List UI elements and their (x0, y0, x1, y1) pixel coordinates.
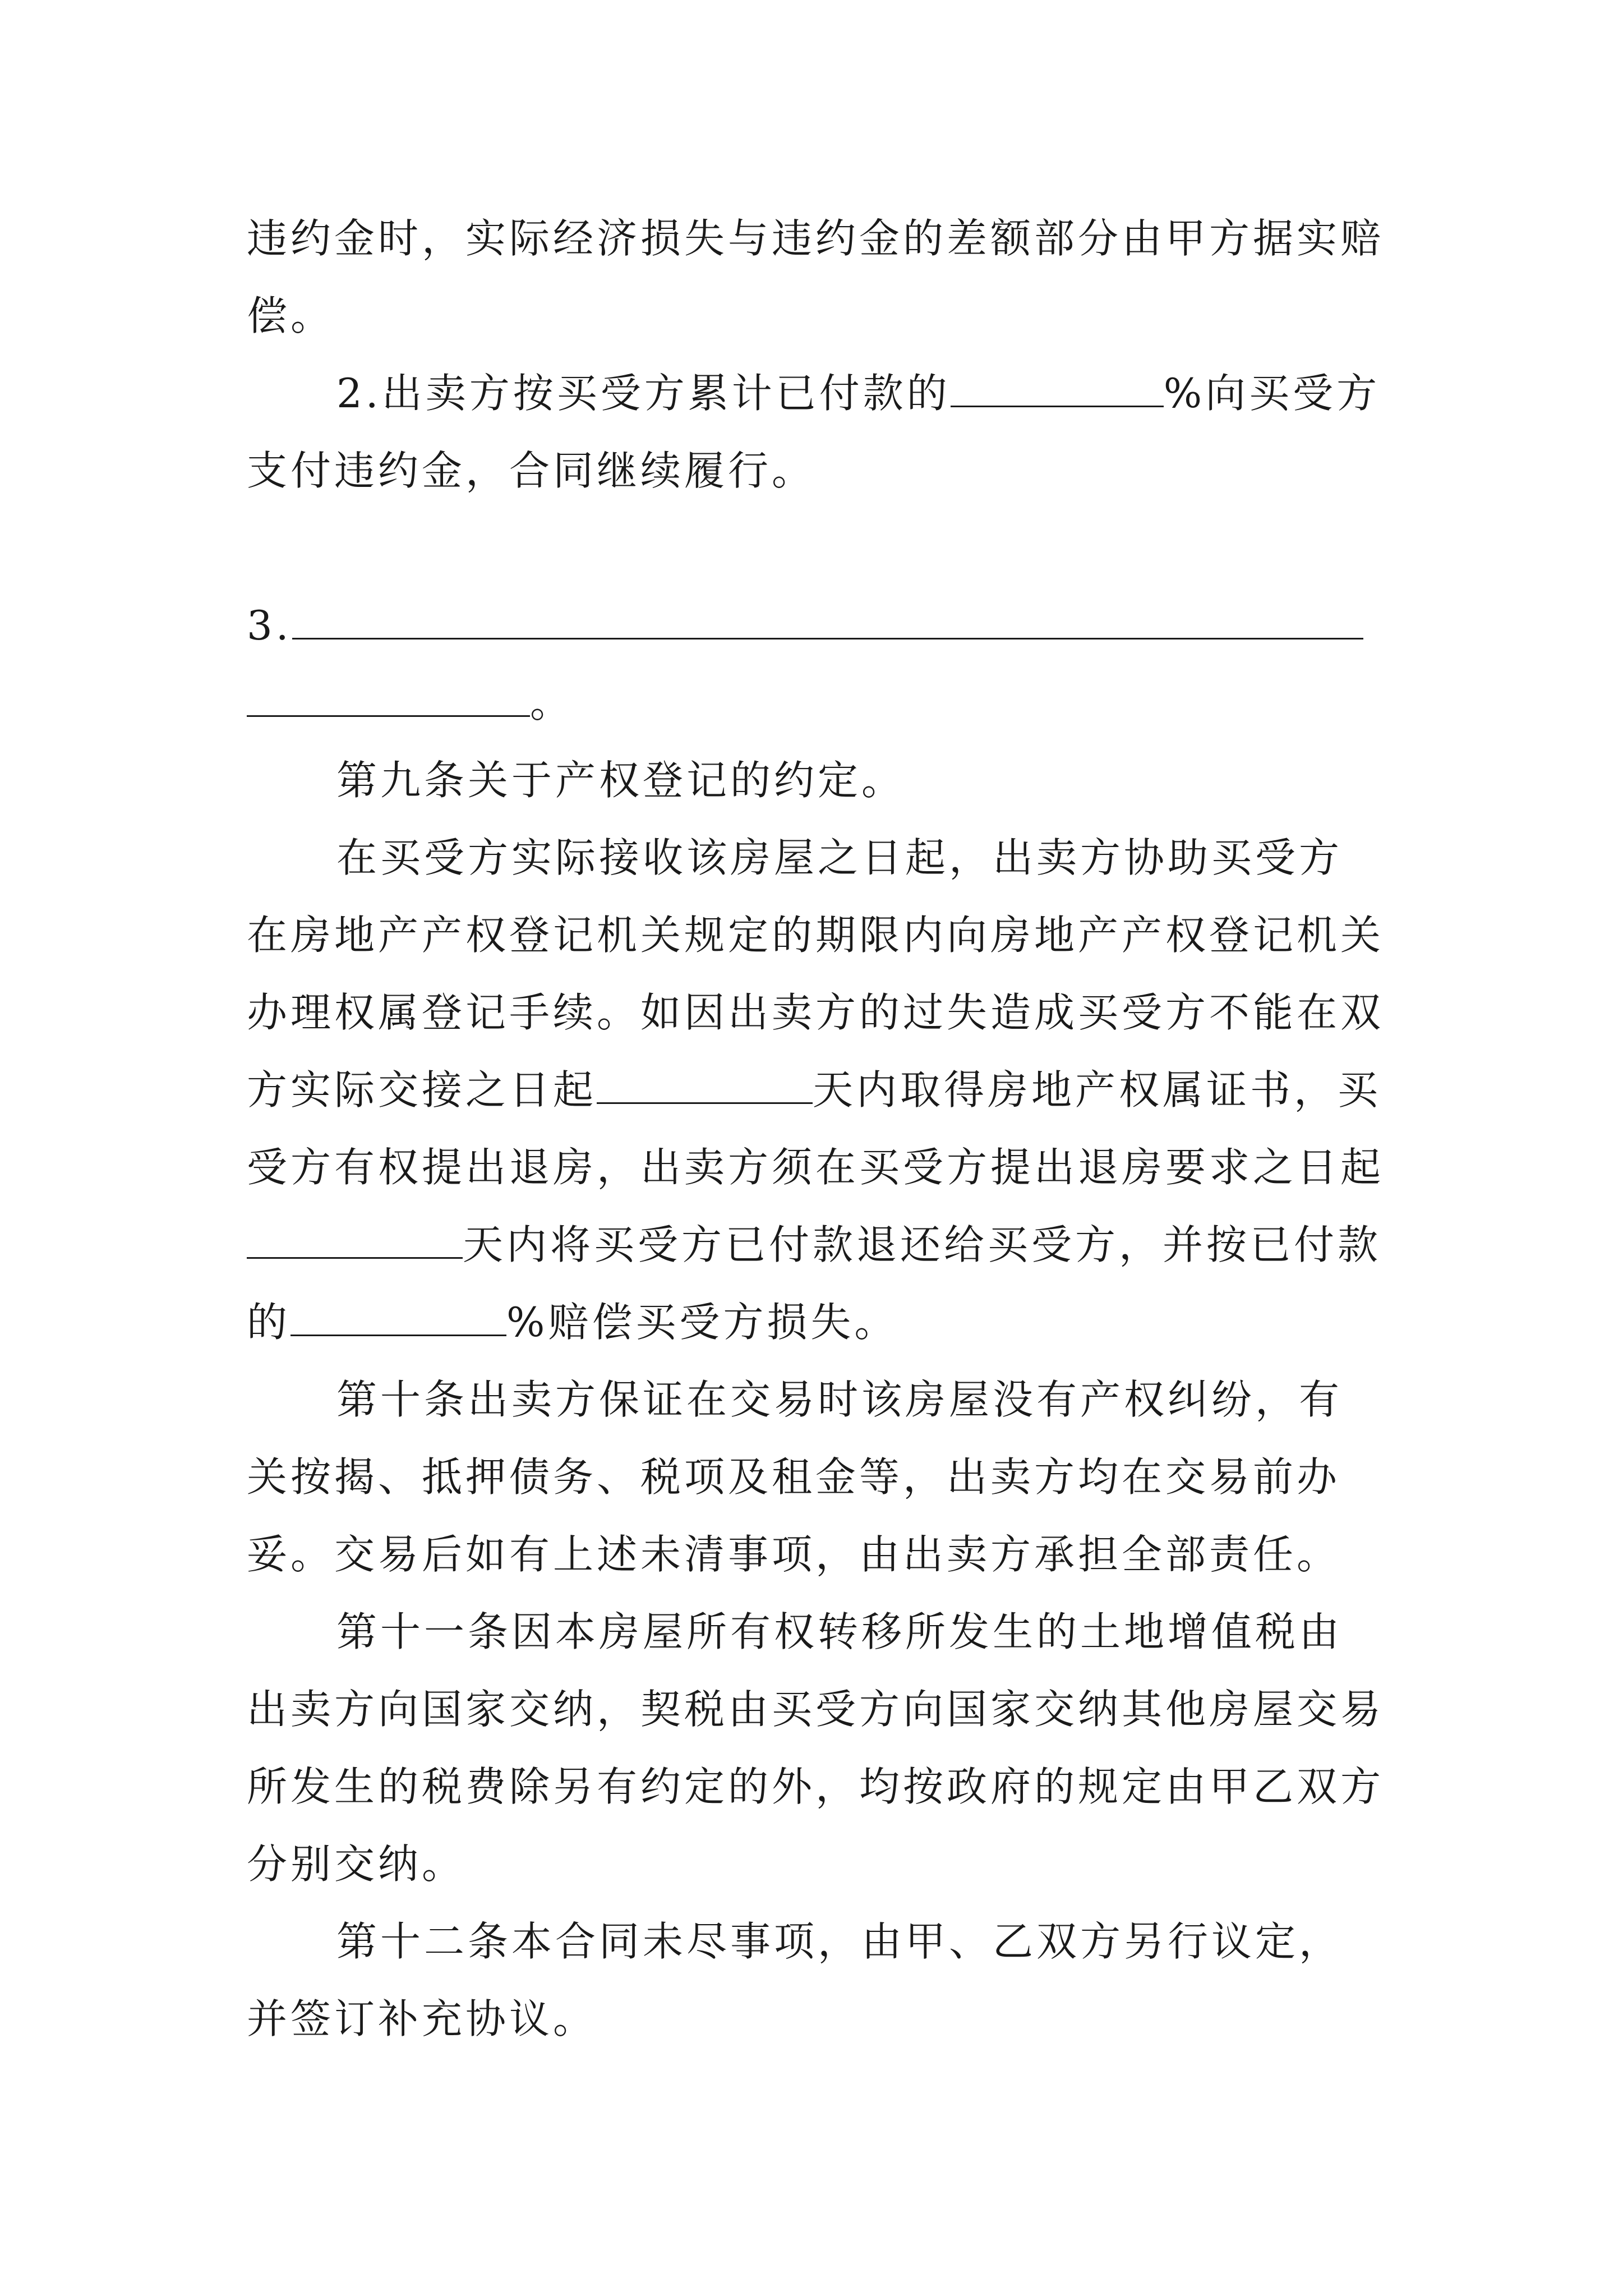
article-12: 第十二条本合同未尽事项，由甲、乙双方另行议定，并签订补充协议。 (247, 1918, 1343, 2042)
penalty-clause-line1: 违约金时，实际经济损失与违约金的差额部分由甲方据实赔 (247, 215, 1385, 262)
clause-3-prefix: 3. (247, 602, 292, 649)
clause-2-suffix: %向买受方 (1163, 370, 1381, 417)
clause-3-blank-line[interactable] (292, 604, 1363, 639)
article-11: 第十一条因本房屋所有权转移所发生的土地增值税由出卖方向国家交纳，契税由买受方向国家交纳其他房屋交易所发生的税费除另有约定的外，均按政府的规定由甲乙双方分别交纳。 (247, 1608, 1385, 1888)
article-9-body (247, 819, 1385, 1361)
clause-2-prefix: 2.出卖方按买受方累计已付款的 (336, 370, 951, 417)
article-9-part-b: 天内取得房地产权属证书，买受方有权提出退房，出卖方须在买受方提出退房要求之日起 (247, 1066, 1385, 1191)
clause-2-line2: 支付违约金，合同继续履行。 (247, 447, 816, 494)
clause-3-end: 。 (530, 679, 574, 726)
penalty-clause-line2: 偿。 (247, 292, 335, 339)
article-9-part-a: 在买受方实际接收该房屋之日起，出卖方协助买受方在房地产产权登记机关规定的期限内向房地产产权登记机关办理权属登记手续。如因出卖方的过失造成买受方不能在双方实际交接之日起 (247, 834, 1385, 1114)
days-blank-1[interactable] (597, 1069, 813, 1104)
clause-3-blank-tail[interactable] (247, 682, 530, 717)
article-9-part-c: 天内将买受方已付款退还给买受方，并按已付款的 (247, 1221, 1382, 1346)
days-blank-2[interactable] (247, 1223, 463, 1259)
percent-blank-2[interactable] (291, 1301, 506, 1336)
blank-gap (247, 509, 1385, 587)
clause-3 (247, 587, 1385, 742)
article-9-part-d: %赔偿买受方损失。 (506, 1299, 898, 1346)
clause-2 (247, 355, 1385, 509)
penalty-clause-continuation (247, 200, 1385, 355)
article-9-title: 第九条关于产权登记的约定。 (336, 757, 906, 804)
article-10: 第十条出卖方保证在交易时该房屋没有产权纠纷，有关按揭、抵押债务、税项及租金等，出卖方均在交易前办妥。交易后如有上述未清事项，由出卖方承担全部责任。 (247, 1376, 1343, 1578)
percent-blank[interactable] (951, 372, 1164, 407)
contract-body (247, 200, 1385, 2058)
